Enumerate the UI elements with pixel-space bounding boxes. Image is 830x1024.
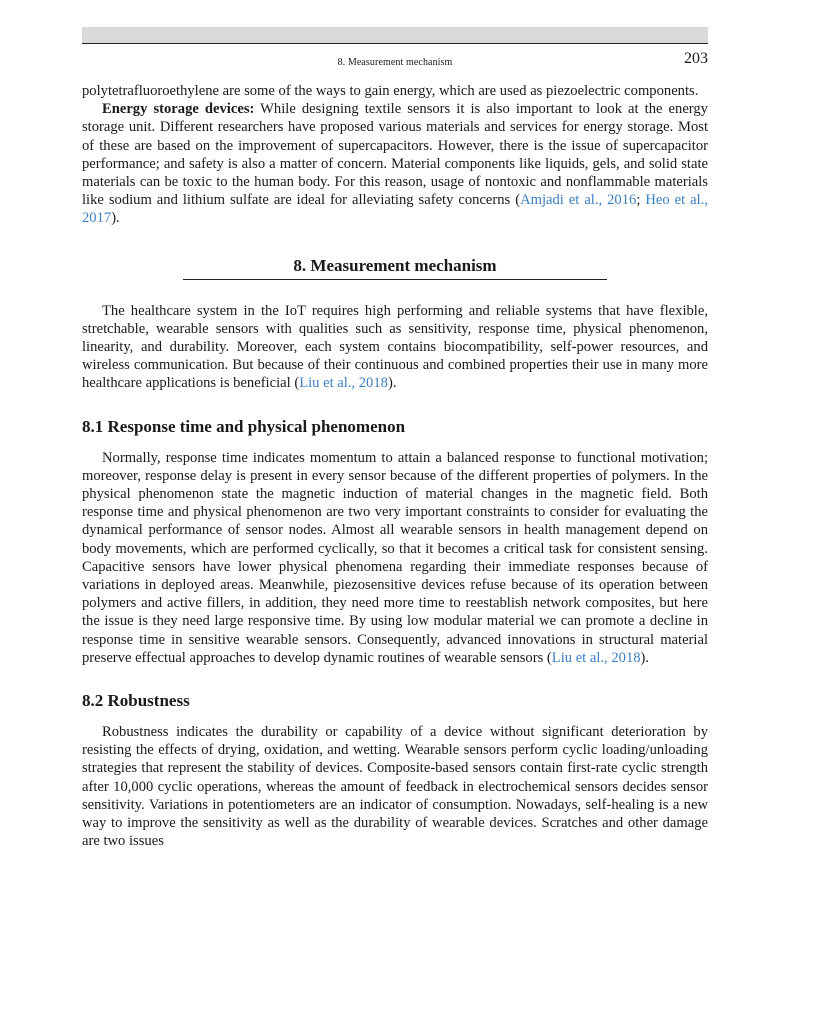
paragraph-text: The healthcare system in the IoT requires high performing and reliable systems that have flexible, stretchable, wearable sensors with qualities such as sensitivity, response time, physical phenomenon, linearity, and durability. Moreover, each system contains biocompatibility, self-power resources, and wireless communication. But because of their continuous and combined properties their use in many more healthcare applications is beneficial ( [82,302,708,392]
paragraph-section-8-2 [82,723,708,850]
paragraph-text: Normally, response time indicates momentum to attain a balanced response to functional motivation; moreover, response delay is present in every sensor because of the different properties of polymers. In the physical phenomenon state the magnetic induction of material changes in the magnetic field. Both response time and physical phenomenon are two very important constraints to consider for evaluating the dynamical performance of sensor nodes. Almost all wearable sensors in health management depend on body movements, which are performed cyclically, so that it becomes a critical task for consistent sensing. Capacitive sensors have lower physical phenomena regarding their immediate responses because of variations in deployed areas. Meanwhile, piezosensitive devices refuse because of its operation between polymers and active fillers, in addition, they need more time to reestablish network composites, but here the issue is they need large responsive time. By using low modular material we can promote a decline in response time in sensitive wearable sensors. Consequently, advanced innovations in structural material preserve effectual approaches to develop dynamic routines of wearable sensors ( [82,449,708,666]
subsection-title-8-2: 8.2 Robustness [82,691,190,711]
paragraph-text: polytetrafluoroethylene are some of the ways to gain energy, which are used as piezoelectric components. [82,83,699,99]
paragraph-end: ). [387,375,397,392]
paragraph-section-8 [82,302,708,393]
section-underline [183,279,607,280]
citation-link[interactable]: Liu et al., 2018 [551,649,641,666]
header-bar [82,27,708,43]
paragraph-end: ). [640,649,650,666]
section-heading-8 [82,256,708,280]
page-number: 203 [684,50,708,67]
citation-link[interactable]: Heo et al., 2017 [82,192,708,227]
header-rule [82,43,708,44]
running-header [82,50,708,70]
paragraph-section-8-1 [82,449,708,667]
citation-link[interactable]: Liu et al., 2018 [299,375,388,392]
paragraph-end: ). [111,210,120,227]
section-title: 8. Measurement mechanism [293,255,497,275]
paragraph-continued [82,82,708,100]
subsection-title-8-1: 8.1 Response time and physical phenomenon [82,416,406,436]
citation-separator: ; [636,192,646,209]
citation-link[interactable]: Amjadi et al., 2016 [520,192,637,209]
running-title: 8. Measurement mechanism [337,57,453,68]
page-body [82,82,708,851]
paragraph-text: While designing textile sensors it is also important to look at the energy storage unit. Different researchers have proposed various materials and services for energy storage. Most of these are based on the improvement of supercapacitors. However, there is the issue of supercapacitor performance; and safety is also a matter of concern. Material components like liquids, gels, and solid state materials can be toxic to the human body. For this reason, usage of nontoxic and nonflammable materials like sodium and lithium sulfate are ideal for alleviating safety concerns ( [82,101,708,209]
paragraph-energy-storage [82,100,708,227]
paragraph-lead: Energy storage devices: [102,101,255,118]
paragraph-text: Robustness indicates the durability or capability of a device without significant deterioration by resisting the effects of drying, oxidation, and wetting. Wearable sensors perform cyclic loading/unloading strategies that represent the stability of devices. Composite-based sensors contain first-rate cyclic strength after 10,000 cyclic operations, whereas the amount of feedback in electrochemical sensors decides sensor sensitivity. Variations in potentiometers are an indicator of consumption. Nowadays, self-healing is a new way to improve the sensitivity as well as the durability of wearable devices. Scratches and other damage are two issues [82,724,708,850]
